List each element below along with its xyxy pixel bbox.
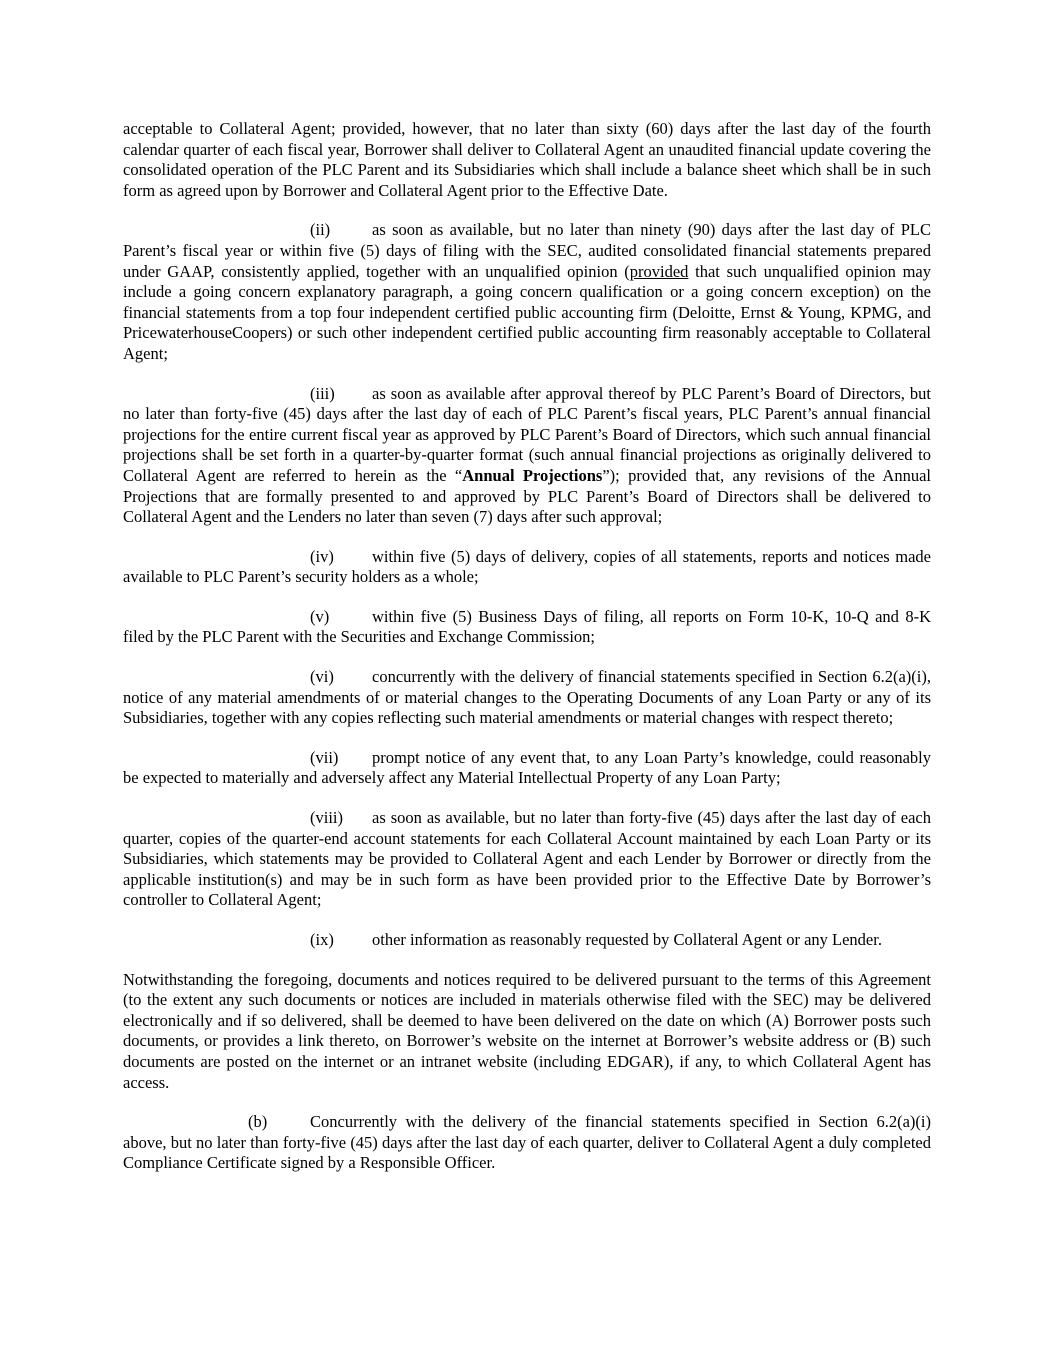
paragraph xyxy=(123,119,931,201)
text-run: that such unqualified opinion may include a going concern explanatory paragraph, a going concern qualification or a going concern exception) on the financial statements from a top four independent certified public accounting firm (Deloitte, Ernst & Young, KPMG, and PricewaterhouseCoopers) or such other independent certified public accounting firm reasonably acceptable to Collateral Agent; xyxy=(123,261,931,363)
text-run: Notwithstanding the foregoing, documents and notices required to be delivered pursuant to the terms of this Agreement (to the extent any such documents or notices are included in materials otherwise filed with the SEC) may be delivered electronically and if so delivered, shall be deemed to have been delivered on the date on which (A) Borrower posts such documents, or provides a link thereto, on Borrower’s website on the internet at Borrower’s website address or (B) such documents are posted on the internet or an intranet website (including EDGAR), if any, to which Collateral Agent has access. xyxy=(123,969,931,1092)
item-label: (iii) xyxy=(310,383,335,403)
paragraph xyxy=(123,607,931,648)
paragraph xyxy=(123,220,931,364)
paragraph xyxy=(123,547,931,588)
text-run: within five (5) days of delivery, copies of all statements, reports and notices made available to PLC Parent’s security holders as a whole; xyxy=(123,546,931,587)
text-run: ”); provided that, any revisions of the Annual Projections that are formally presented to and approved by PLC Parent’s Board of Directors shall be delivered to Collateral Agent and the Lenders no later than seven (7) days after such approval; xyxy=(123,465,932,527)
paragraph xyxy=(123,384,931,528)
text-run: as soon as available, but no later than forty-five (45) days after the last day of each quarter, copies of the quarter-end account statements for each Collateral Account maintained by each Loan Party or its Subsidiaries, which statements may be provided to Collateral Agent and each Lender by Borrower or directly from the applicable institution(s) and may be in such form as have been provided prior to the Effective Date by Borrower’s controller to Collateral Agent; xyxy=(123,808,931,910)
text-run: Concurrently with the delivery of the financial statements specified in Section 6.2(a)(i) above, but no later than forty-five (45) days after the last day of each quarter, deliver to Collateral Agent a duly completed Compliance Certificate signed by a Responsible Officer. xyxy=(123,1112,931,1173)
item-label: (vii) xyxy=(310,747,339,767)
paragraph xyxy=(123,748,931,789)
item-label: (v) xyxy=(310,606,330,626)
text-run: prompt notice of any event that, to any Loan Party’s knowledge, could reasonably be expected to materially and adversely affect any Material Intellectual Property of any Loan Party; xyxy=(123,747,931,788)
document-body xyxy=(123,119,931,1174)
paragraph xyxy=(123,808,931,911)
paragraph xyxy=(123,667,931,729)
text-run: acceptable to Collateral Agent; provided, however, that no later than sixty (60) days after the last day of the fourth calendar quarter of each fiscal year, Borrower shall deliver to Collateral Agent an unaudited financial update covering the consolidated operation of the PLC Parent and its Subsidiaries which shall include a balance sheet which shall be in such form as agreed upon by Borrower and Collateral Agent prior to the Effective Date. xyxy=(123,119,931,200)
item-label: (ix) xyxy=(310,930,334,949)
item-label: (b) xyxy=(248,1112,268,1132)
text-run: as soon as available, but no later than ninety (90) days after the last day of PLC Parent’s fiscal year or within five (5) days of filing with the SEC, audited consolidated financial statements prepared under GAAP, consistently applied, together with an unqualified opinion ( xyxy=(123,220,931,281)
text-run: other information as reasonably requested by Collateral Agent or any Lender. xyxy=(372,930,882,949)
text-run: as soon as available after approval thereof by PLC Parent’s Board of Directors, but no later than forty-five (45) days after the last day of each of PLC Parent’s fiscal years, PLC Parent’s annual financial projections for the entire current fiscal year as approved by PLC Parent’s Board of Directors, which such annual financial projections shall be set forth in a quarter-by-quarter format (such annual financial projections as originally delivered to Collateral Agent are referred to herein as the “ xyxy=(123,383,931,485)
paragraph xyxy=(123,930,931,951)
item-label: (ii) xyxy=(310,220,331,240)
item-label: (iv) xyxy=(310,546,334,566)
text-run: concurrently with the delivery of financial statements specified in Section 6.2(a)(i), notice of any material amendments of or material changes to the Operating Documents of any Loan Party or any of its Subsidiaries, together with any copies reflecting such material amendments or material changes with respect thereto; xyxy=(123,667,931,728)
text-run: within five (5) Business Days of filing, all reports on Form 10-K, 10-Q and 8-K filed by the PLC Parent with the Securities and Exchange Commission; xyxy=(123,606,931,647)
item-label: (viii) xyxy=(310,808,343,828)
text-run: provided xyxy=(629,261,689,281)
item-label: (vi) xyxy=(310,667,334,687)
paragraph xyxy=(123,970,931,1094)
paragraph xyxy=(123,1112,931,1174)
text-run: Annual Projections xyxy=(462,465,603,485)
